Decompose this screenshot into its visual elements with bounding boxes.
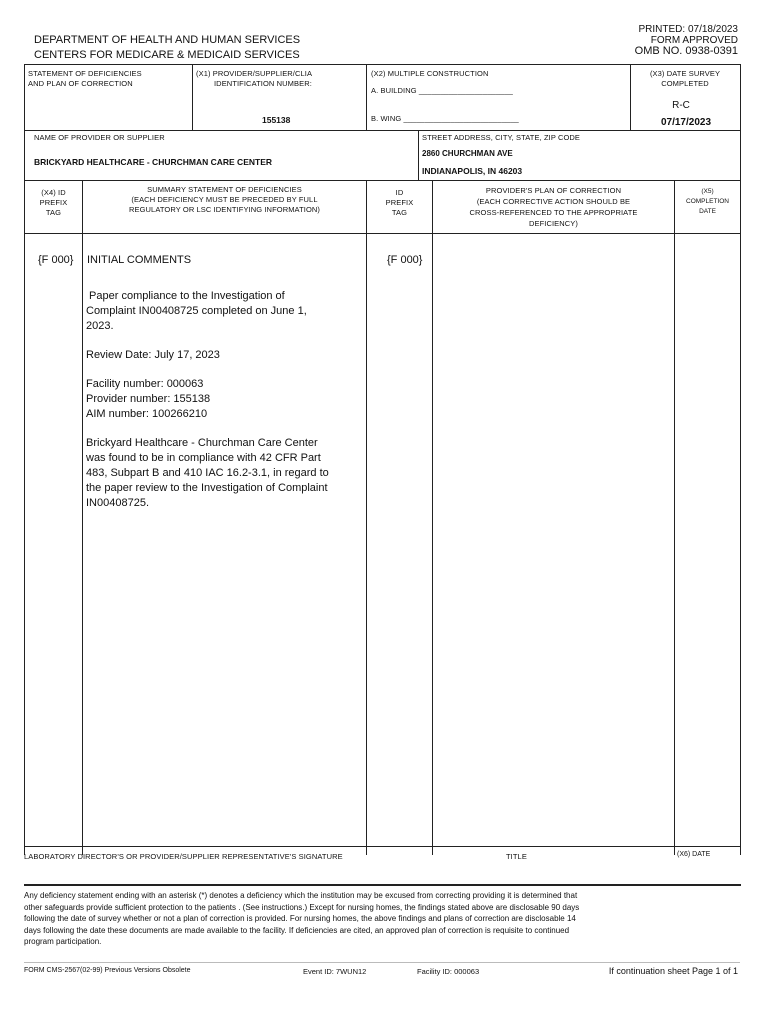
review-date: Review Date: July 17, 2023 xyxy=(86,349,220,361)
x4-header xyxy=(25,188,82,218)
x4-header-3: TAG xyxy=(45,208,62,217)
id-header-1: ID xyxy=(395,188,404,197)
prefix-tag-right: {F 000} xyxy=(387,254,423,266)
facility-number: Facility number: 000063 xyxy=(86,378,204,390)
section-heading: INITIAL COMMENTS xyxy=(87,254,192,266)
form-number: FORM CMS-2567(02-99) Previous Versions Obsolete xyxy=(24,967,191,974)
table-row-border xyxy=(24,180,741,181)
statement-label-2: AND PLAN OF CORRECTION xyxy=(28,79,133,88)
signature-label: LABORATORY DIRECTOR'S OR PROVIDER/SUPPLIER REPRESENTATIVE'S SIGNATURE xyxy=(24,852,343,861)
table-right-border xyxy=(740,64,741,855)
event-id: Event ID: 7WUN12 xyxy=(303,967,367,976)
x1-label-1: (X1) PROVIDER/SUPPLIER/CLIA xyxy=(196,69,313,78)
provider-name: BRICKYARD HEALTHCARE - CHURCHMAN CARE CENTER xyxy=(34,157,272,167)
col-divider xyxy=(418,130,419,180)
page-indicator: If continuation sheet Page 1 of 1 xyxy=(608,966,738,976)
department-heading xyxy=(34,33,300,63)
id-header-2: PREFIX xyxy=(385,198,414,207)
text-line: IN00408725. xyxy=(86,497,149,509)
x1-label xyxy=(196,69,312,89)
prefix-tag-left: {F 000} xyxy=(38,254,74,266)
plan-header-2: (EACH CORRECTIVE ACTION SHOULD BE xyxy=(476,197,631,206)
x3-label-2: COMPLETED xyxy=(661,79,709,88)
signature-bottom-border xyxy=(24,884,741,886)
x3-label xyxy=(631,69,739,89)
comment-paragraph-1 xyxy=(86,289,366,334)
text-line: Paper compliance to the Investigation of xyxy=(86,290,285,302)
disclaimer-line: days following the date these documents are made available to the facility. If deficiencies are cited, an approved plan of correction is requisite to continued xyxy=(24,925,570,935)
dept-line-1: DEPARTMENT OF HEALTH AND HUMAN SERVICES xyxy=(34,34,301,46)
table-row-border xyxy=(24,130,741,131)
signature-top-border xyxy=(24,846,741,847)
aim-number: AIM number: 100266210 xyxy=(86,408,208,420)
summary-header-1: SUMMARY STATEMENT OF DEFICIENCIES xyxy=(147,185,302,194)
printed-date: PRINTED: 07/18/2023 xyxy=(638,24,738,35)
survey-type: R-C xyxy=(672,100,690,111)
col-divider xyxy=(366,64,367,130)
disclaimer xyxy=(24,890,740,948)
provider-number: Provider number: 155138 xyxy=(86,393,211,405)
id-header-3: TAG xyxy=(391,208,408,217)
col-divider xyxy=(432,180,433,855)
plan-header xyxy=(433,185,674,229)
x1-label-2: IDENTIFICATION NUMBER: xyxy=(214,79,312,88)
date-label: (X6) DATE xyxy=(677,851,711,858)
wing-field: B. WING ___________________________ xyxy=(371,114,519,123)
summary-header-2: (EACH DEFICIENCY MUST BE PRECEDED BY FULL xyxy=(131,195,318,204)
facility-info xyxy=(86,377,366,422)
title-label: TITLE xyxy=(506,852,527,861)
comment-paragraph-4 xyxy=(86,436,366,511)
provider-name-label: NAME OF PROVIDER OR SUPPLIER xyxy=(34,133,165,142)
col-divider xyxy=(674,180,675,855)
x3-label-1: (X3) DATE SURVEY xyxy=(649,69,721,78)
street-address: 2860 CHURCHMAN AVE xyxy=(422,149,513,158)
x5-header-1: (X5) xyxy=(701,188,714,195)
table-top-border xyxy=(24,64,741,65)
text-line: was found to be in compliance with 42 CFR Part xyxy=(86,452,321,464)
text-line: 2023. xyxy=(86,320,114,332)
dept-line-2: CENTERS FOR MEDICARE & MEDICAID SERVICES xyxy=(34,49,300,61)
summary-header xyxy=(83,185,366,215)
text-line: the paper review to the Investigation of Complaint xyxy=(86,482,328,494)
x5-header-2: COMPLETION xyxy=(686,198,729,205)
table-header-border xyxy=(24,233,741,234)
col-divider xyxy=(82,180,83,855)
summary-header-3: REGULATORY OR LSC IDENTIFYING INFORMATION) xyxy=(128,205,321,214)
table-left-border xyxy=(24,64,25,855)
x5-header xyxy=(675,187,740,217)
building-field: A. BUILDING ______________________ xyxy=(371,86,513,95)
disclaimer-line: following the date of survey whether or not a plan of correction is provided. For nursing homes, the above findings and plans of correction are disclosable 14 xyxy=(24,914,576,923)
facility-id: Facility ID: 000063 xyxy=(417,967,480,976)
text-line: Brickyard Healthcare - Churchman Care Center xyxy=(86,437,318,449)
survey-date: 07/17/2023 xyxy=(660,117,712,128)
x2-label: (X2) MULTIPLE CONSTRUCTION xyxy=(371,69,489,78)
address-label: STREET ADDRESS, CITY, STATE, ZIP CODE xyxy=(422,133,581,142)
omb-number: OMB NO. 0938-0391 xyxy=(634,45,738,57)
plan-header-1: PROVIDER'S PLAN OF CORRECTION xyxy=(485,186,622,195)
statement-label-1: STATEMENT OF DEFICIENCIES xyxy=(28,69,142,78)
city-state-zip: INDIANAPOLIS, IN 46203 xyxy=(422,166,523,176)
form-approved: FORM APPROVED xyxy=(650,35,738,46)
form-header-right xyxy=(538,24,738,57)
col-divider xyxy=(192,64,193,130)
disclaimer-line: Any deficiency statement ending with an asterisk (*) denotes a deficiency which the institution may be excused from correcting providing it is determined that xyxy=(24,891,578,900)
plan-header-3: CROSS-REFERENCED TO THE APPROPRIATE xyxy=(469,208,638,217)
col-divider xyxy=(366,180,367,855)
footer-divider xyxy=(24,962,740,963)
text-line: 483, Subpart B and 410 IAC 16.2-3.1, in regard to xyxy=(86,467,329,479)
plan-header-4: DEFICIENCY) xyxy=(528,219,579,228)
x5-header-3: DATE xyxy=(699,208,716,215)
id-header xyxy=(367,188,432,218)
provider-id-number: 155138 xyxy=(262,115,291,125)
x4-header-1: (X4) ID xyxy=(41,188,66,197)
statement-label xyxy=(28,69,142,89)
x4-header-2: PREFIX xyxy=(39,198,68,207)
text-line: Complaint IN00408725 completed on June 1, xyxy=(86,305,307,317)
disclaimer-line: program participation. xyxy=(24,937,102,946)
disclaimer-line: other safeguards provide sufficient protection to the patients . (See instructions.) Except for nursing homes, the findings stated above are disclosable 90 days xyxy=(24,902,580,912)
